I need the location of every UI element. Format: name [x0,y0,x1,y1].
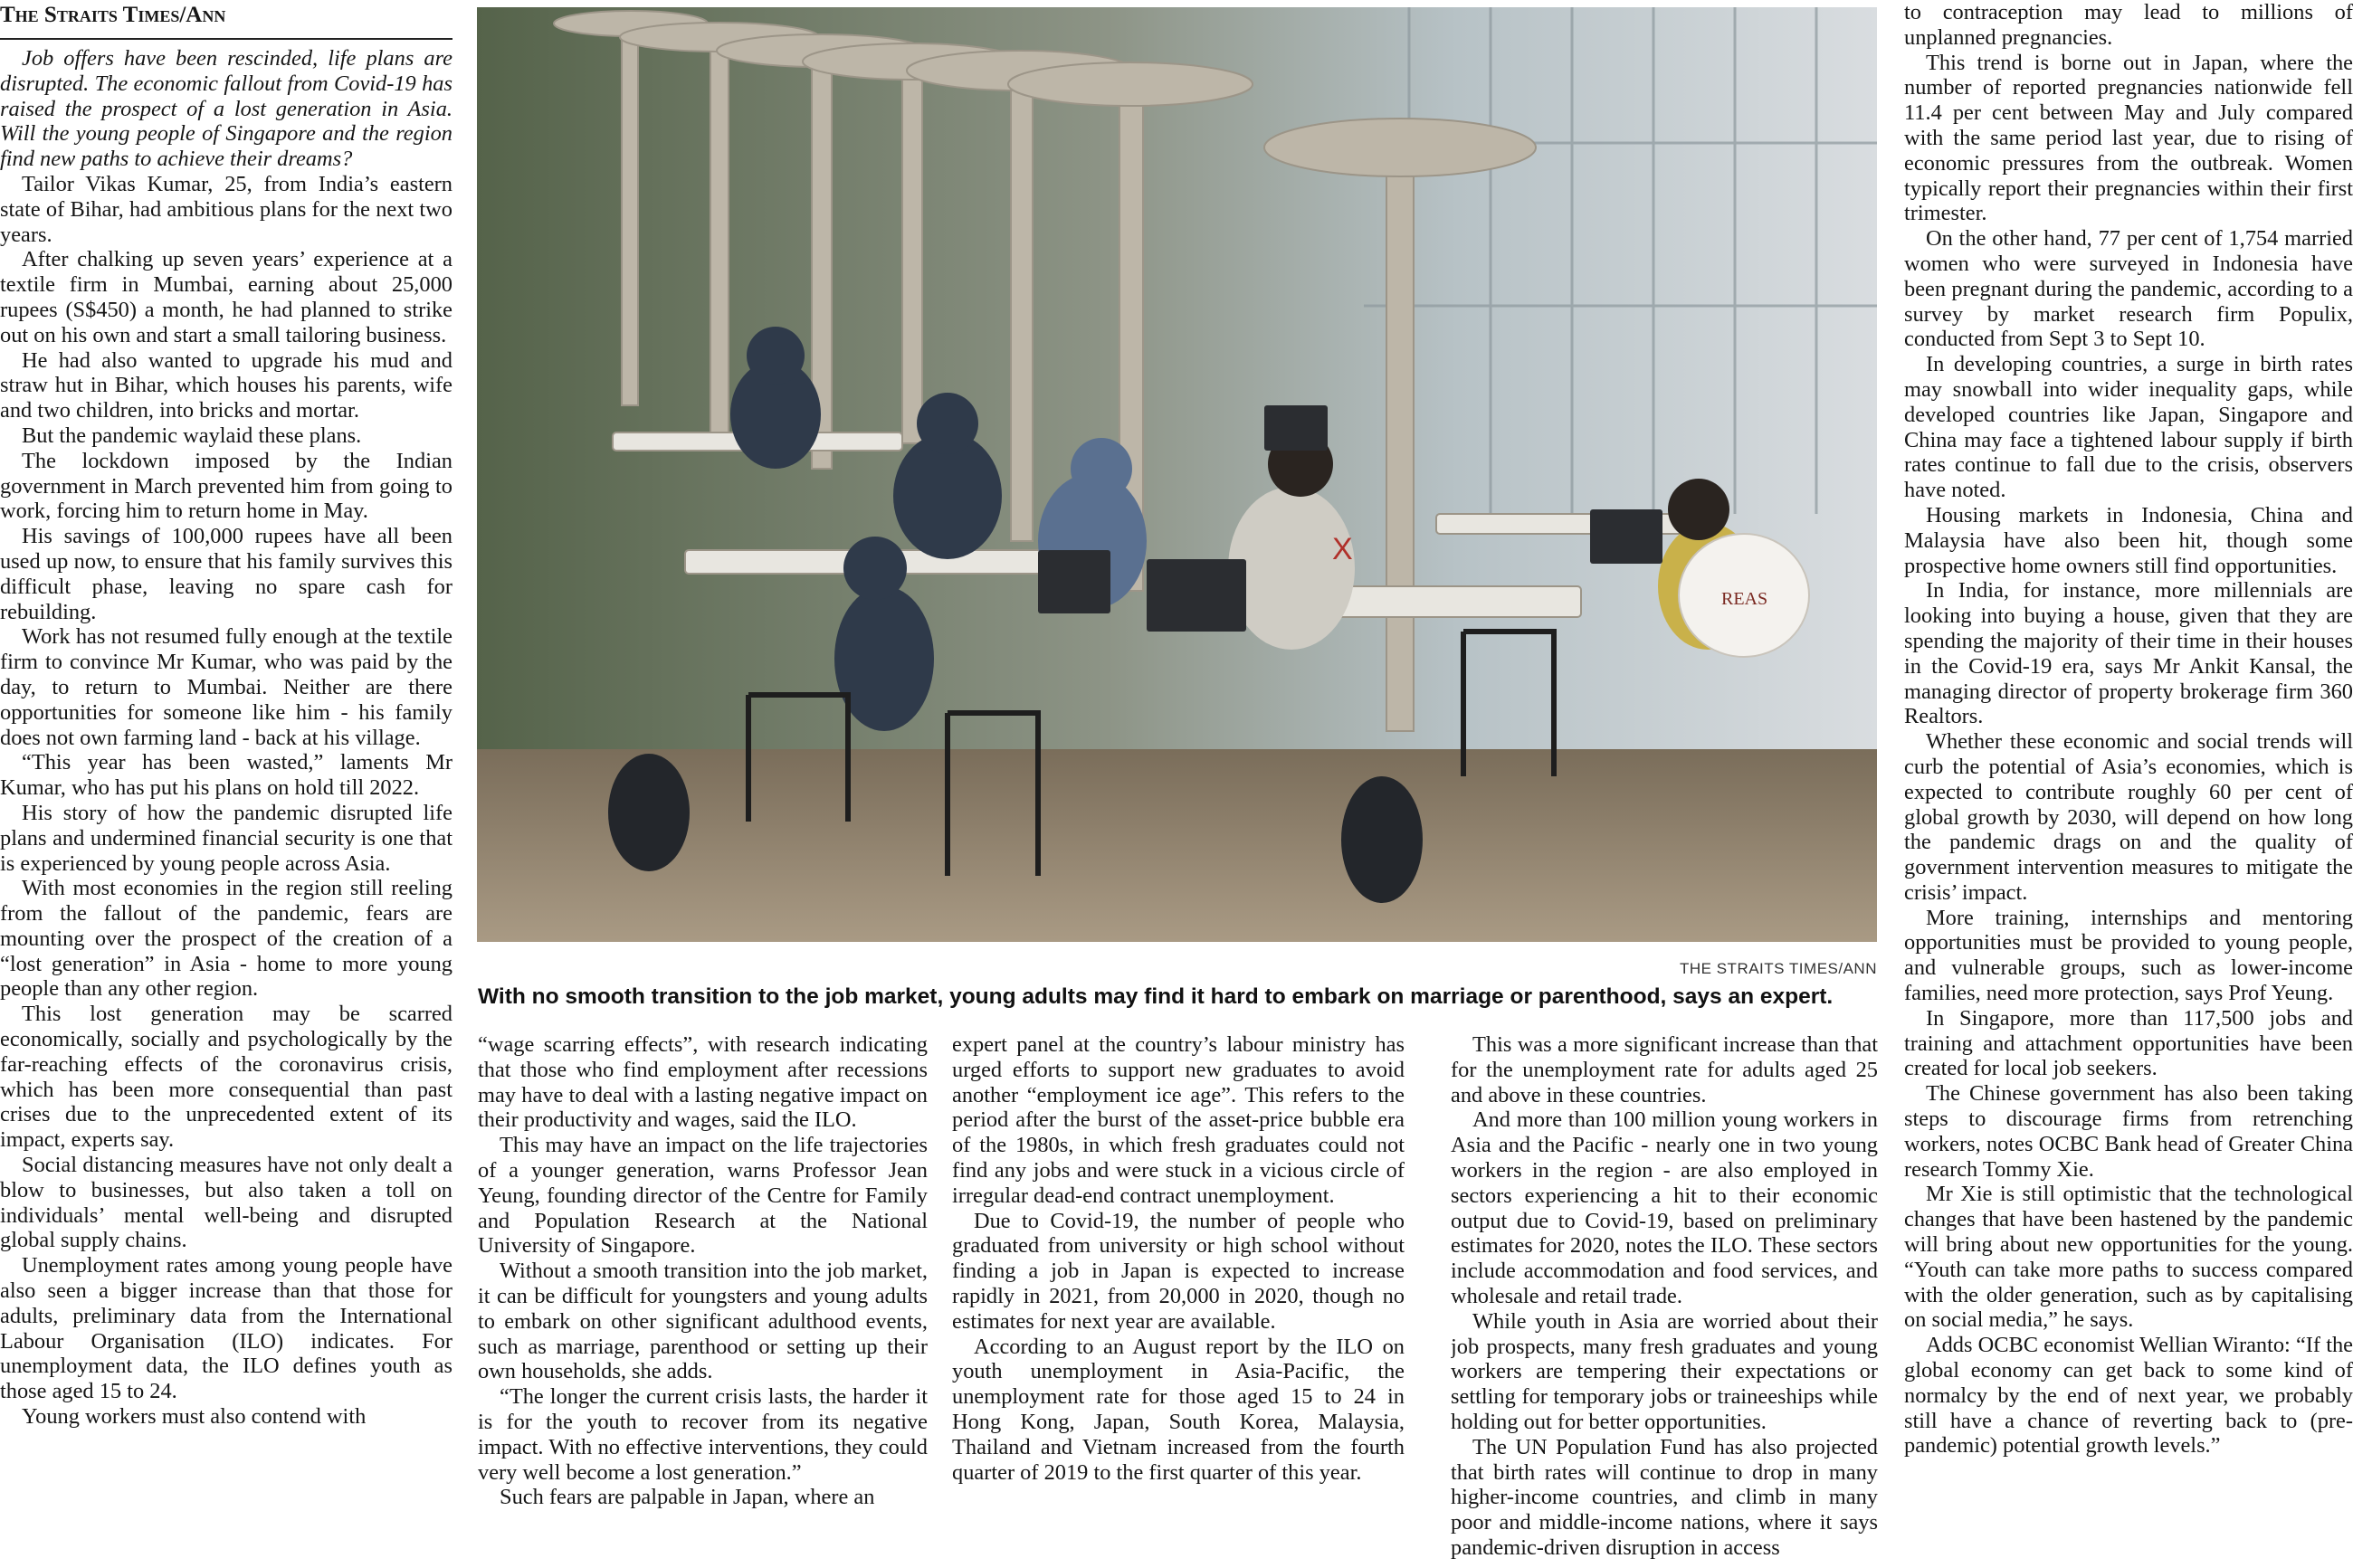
article-column-5 [1904,0,2353,1459]
paragraph: “The longer the current crisis lasts, the harder it is for the youth to recover from its negative impact. With no effective interventions, they could very well become a lost generation.” [478,1384,928,1485]
paragraph: Social distancing measures have not only dealt a blow to businesses, but also taken a toll on individuals’ mental well-being and disrupted global supply chains. [0,1153,452,1253]
paragraph: “This year has been wasted,” laments Mr Kumar, who has put his plans on hold till 2022. [0,750,452,801]
paragraph: According to an August report by the ILO on youth unemployment in Asia-Pacific, the unemployment rate for those aged 15 to 24 in Hong Kong, Japan, South Korea, Malaysia, Thailand and Vietnam increased from the fourth quarter of 2019 to the first quarter of this year. [952,1334,1405,1485]
paragraph: While youth in Asia are worried about their job prospects, many fresh graduates and young workers are tempering their expectations or settling for temporary jobs or traineeships while holding out for better opportunities. [1451,1308,1878,1434]
paragraph: Such fears are palpable in Japan, where an [500,1485,875,1510]
article-intro: Job offers have been rescinded, life plans are disrupted. The economic fallout from Covid-19 has raised the prospect of a lost generation in Asia. Will the young people of Singapore and the region find new paths to achieve their dreams? [0,46,452,172]
paragraph: And more than 100 million young workers in Asia and the Pacific - nearly one in two young workers in the region - are also employed in sectors experiencing a hit to their economic output due to Covid-19, based on preliminary estimates for 2020, notes the ILO. These sectors include accommodation and food services, and wholesale and retail trade. [1451,1107,1878,1308]
paragraph: This may have an impact on the life trajectories of a younger generation, warns Professor Jean Yeung, founding director of the Centre for Family and Population Research at the National University of Singapore. [478,1133,928,1259]
paragraph: This was a more significant increase than that for the unemployment rate for adults aged 25 and above in these countries. [1451,1032,1878,1107]
news-photo [477,7,1877,942]
paragraph: After chalking up seven years’ experience at a textile firm in Mumbai, earning about 25,000 rupees (S$450) a month, he had planned to strike out on his own and start a small tailoring business. [0,247,452,347]
paragraph: But the pandemic waylaid these plans. [22,423,362,448]
paragraph: His story of how the pandemic disrupted life plans and undermined financial security is one that is experienced by young people across Asia. [0,800,452,876]
paragraph: On the other hand, 77 per cent of 1,754 married women who were surveyed in Indonesia have been pregnant during the pandemic, according to a survey by market research firm Populix, conducted from Sept 3 to Sept 10. [1904,226,2353,352]
paragraph: The UN Population Fund has also projected that birth rates will continue to drop in many higher-income countries, and climb in many poor and middle-income nations, where it says pandemic-driven disruption in access [1451,1434,1878,1560]
paragraph: to contraception may lead to millions of unplanned pregnancies. [1904,0,2353,50]
paragraph: More training, internships and mentoring opportunities must be provided to young people, and vulnerable groups, such as lower-income families, need more protection, says Prof Yeung. [1904,905,2353,1006]
photo-credit: THE STRAITS TIMES/ANN [1680,960,1877,977]
paragraph: The lockdown imposed by the Indian government in March prevented him from going to work, forcing him to return home in May. [0,448,452,524]
paragraph: “wage scarring effects”, with research indicating that those who find employment after recessions may have to deal with a lasting negative impact on their productivity and wages, said the ILO. [478,1032,928,1133]
paragraph: Mr Xie is still optimistic that the technological changes that have been hastened by the pandemic will bring about new opportunities for the young. “Youth can take more paths to success compared with the older generation, such as by capitalising on social media,” he says. [1904,1182,2353,1333]
paragraph: Work has not resumed fully enough at the textile firm to convince Mr Kumar, who was paid by the day, to return to Mumbai. Neither are there opportunities for someone like him - his family does not own farming land - back at his village. [0,624,452,750]
article-column-4 [1451,1032,1878,1561]
paragraph: This lost generation may be scarred economically, socially and psychologically by the far-reaching effects of the coronavirus crisis, which has been more consequential than past crises due to the unprecedented extent of its impact, experts say. [0,1002,452,1153]
paragraph: He had also wanted to upgrade his mud and straw hut in Bihar, which houses his parents, wife and two children, into bricks and mortar. [0,347,452,423]
paragraph: The Chinese government has also been taking steps to discourage firms from retrenching workers, notes OCBC Bank head of Greater China research Tommy Xie. [1904,1081,2353,1182]
paragraph: With most economies in the region still reeling from the fallout of the pandemic, fears are mounting over the prospect of the creation of a “lost generation” in Asia - home to more young people than any other region. [0,876,452,1002]
paragraph: Without a smooth transition into the job market, it can be difficult for youngsters and young adults to embark on other significant adulthood events, such as marriage, parenthood or setting up their own households, she adds. [478,1259,928,1384]
masthead-credit: The Straits Times/Ann [0,0,452,40]
paragraph: In Singapore, more than 117,500 jobs and training and attachment opportunities have been created for local job seekers. [1904,1005,2353,1081]
paragraph: Adds OCBC economist Wellian Wiranto: “If the global economy can get back to some kind of normalcy by the end of next year, we probably still have a chance of reverting back to (pre-pandemic) potential growth levels.” [1904,1333,2353,1459]
paragraph: This trend is borne out in Japan, where the number of reported pregnancies nationwide fell 11.4 per cent between May and July compared with the same period last year, due to rising of economic pressures from the outbreak. Women typically report their pregnancies within their first trimester. [1904,50,2353,226]
paragraph: Young workers must also contend with [22,1404,367,1430]
bag-text: REAS [1721,589,1768,609]
paragraph: Housing markets in Indonesia, China and Malaysia have also been hit, though some prospective home owners still find opportunities. [1904,502,2353,578]
paragraph: Due to Covid-19, the number of people who graduated from university or high school without finding a job in Japan is expected to increase rapidly in 2021, from 20,000 in 2020, though no estimates for next year are available. [952,1208,1405,1334]
paragraph: Unemployment rates among young people have also seen a bigger increase than that those for adults, preliminary data from the International Labour Organisation (ILO) indicates. For unemployment data, the ILO defines youth as those aged 15 to 24. [0,1253,452,1404]
article-column-3 [952,1032,1405,1485]
paragraph: expert panel at the country’s labour ministry has urged efforts to support new graduates to avoid another “employment ice age”. This refers to the period after the burst of the asset-price bubble era of the 1980s, in which fresh graduates could not find any jobs and were stuck in a vicious circle of irregular dead-end contract unemployment. [952,1032,1405,1208]
paragraph: His savings of 100,000 rupees have all been used up now, to ensure that his family survives this difficult phase, leaving no spare cash for rebuilding. [0,524,452,624]
paragraph: Tailor Vikas Kumar, 25, from India’s eastern state of Bihar, had ambitious plans for the next two years. [0,171,452,247]
photo-illustration [477,7,1877,942]
paragraph: In developing countries, a surge in birth rates may snowball into wider inequality gaps, while developed countries like Japan, Singapore and China may face a tightened labour supply if birth rates continue to fall due to the crisis, observers have noted. [1904,352,2353,503]
paragraph: In India, for instance, more millennials are looking into buying a house, given that they are spending the majority of their time in their houses in the Covid-19 era, says Mr Ankit Kansal, the managing director of property brokerage firm 360 Realtors. [1904,578,2353,729]
article-column-1 [0,0,452,1430]
shirt-mark: X [1332,532,1353,566]
article-column-2 [478,1032,928,1510]
photo-caption: With no smooth transition to the job market, young adults may find it hard to embark on marriage or parenthood, says an expert. [478,984,1834,1009]
paragraph: Whether these economic and social trends will curb the potential of Asia’s economies, which is expected to contribute roughly 60 per cent of global growth by 2030, will depend on how long the pandemic drags on and the quality of government intervention measures to mitigate the crisis’ impact. [1904,729,2353,905]
